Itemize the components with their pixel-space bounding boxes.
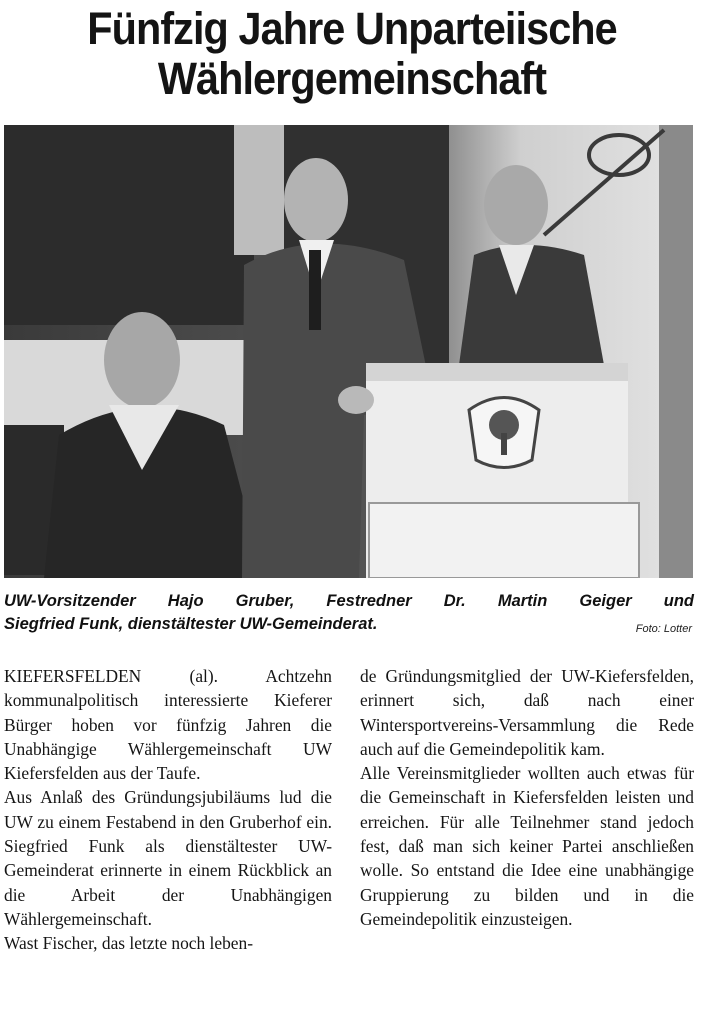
news-photo [4, 125, 693, 578]
article-paragraph: Aus Anlaß des Gründungsjubiläums lud die UW zu einem Festabend in den Gruberhof ein. Siegfried Funk als dienstältester UW-Gemeinderat erinnerte in einem Rückblick an die Arbeit der Unabhängigen Wählergemeinschaft. [4, 787, 332, 929]
headline [28, 4, 676, 104]
article-paragraph: de Gründungsmitglied der UW-Kiefersfelden, erinnert sich, daß nach einer Wintersportvereins-Versammlung die Rede auch auf die Gemeindepolitik kam. [360, 666, 694, 759]
article-paragraph: KIEFERSFELDEN (al). Achtzehn kommunalpolitisch interessierte Kieferer Bürger hoben vor fünfzig Jahren die Unabhängige Wählergemeinschaft UW Kiefersfelden aus der Taufe. [4, 666, 332, 784]
article-column-left [4, 664, 332, 956]
article-column-right [360, 664, 694, 931]
article-paragraph: Alle Vereinsmitglieder wollten auch etwas für die Gemeinschaft in Kiefersfelden leisten und erreichen. Für alle Teilnehmer stand jedoch fest, daß man sich keiner Partei anschließen wolle. So entstand die Idee eine unabhängige Gruppierung zu bilden und in die Gemeindepolitik einzusteigen. [360, 763, 694, 929]
photo-credit: Foto: Lotter [635, 623, 692, 635]
caption-line-1: UW-Vorsitzender Hajo Gruber, Festredner Dr. Martin Geiger und [4, 592, 694, 610]
article-paragraph: Wast Fischer, das letzte noch leben- [4, 933, 254, 954]
headline-line-1: Fünfzig Jahre Unparteiische [87, 3, 617, 54]
caption-line-2: Siegfried Funk, dienstältester UW-Gemeinderat. [4, 615, 378, 633]
photo-icon [4, 125, 693, 578]
photo-caption [4, 590, 694, 636]
headline-line-2: Wählergemeinschaft [157, 53, 547, 104]
